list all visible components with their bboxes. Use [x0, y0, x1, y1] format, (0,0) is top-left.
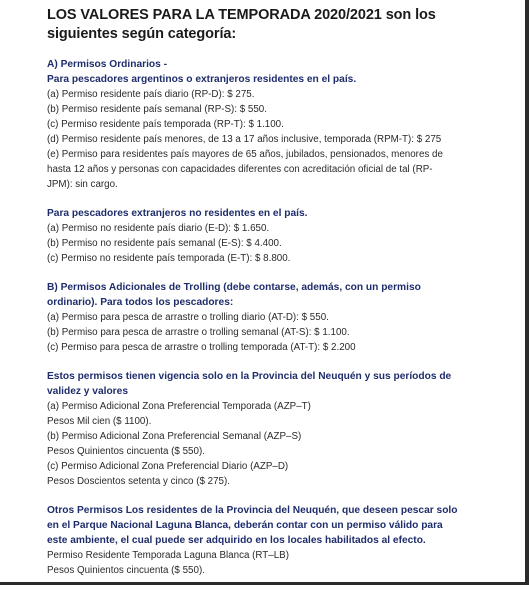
section-heading: Para pescadores argentinos o extranjeros residentes en el país. [47, 74, 357, 85]
permit-line: Permiso Residente Temporada Laguna Blanca (RT–LB) [47, 550, 289, 561]
permit-line: (a) Permiso no residente país diario (E-D): $ 1.650. [47, 223, 270, 234]
section-trolling [47, 280, 487, 355]
page-border-right [525, 0, 529, 585]
section-heading: validez y valores [47, 386, 128, 397]
permit-line: (b) Permiso para pesca de arrastre o trolling semanal (AT-S): $ 1.100. [47, 327, 350, 338]
permit-line: Pesos Quinientos cincuenta ($ 550). [47, 446, 205, 457]
section-no-residentes [47, 206, 487, 266]
section-heading: ordinario). Para todos los pescadores: [47, 297, 234, 308]
section-heading: Otros Permisos Los residentes de la Provincia del Neuquén, que deseen pescar solo [47, 505, 458, 516]
section-laguna-blanca [47, 503, 487, 578]
permit-line: (c) Permiso no residente país temporada (E-T): $ 8.800. [47, 253, 291, 264]
permit-line: (a) Permiso Adicional Zona Preferencial Temporada (AZP–T) [47, 401, 311, 412]
permit-line: (c) Permiso Adicional Zona Preferencial Diario (AZP–D) [47, 461, 289, 472]
permit-line: (a) Permiso para pesca de arrastre o trolling diario (AT-D): $ 550. [47, 312, 329, 323]
permit-line: (d) Permiso residente país menores, de 13 a 17 años inclusive, temporada (RPM-T): $ 275 [47, 134, 442, 145]
permit-line: Pesos Doscientos setenta y cinco ($ 275). [47, 476, 230, 487]
permit-line: (c) Permiso residente país temporada (RP-T): $ 1.100. [47, 119, 284, 130]
section-heading: Estos permisos tienen vigencia solo en la Provincia del Neuquén y sus períodos de [47, 371, 452, 382]
section-heading: B) Permisos Adicionales de Trolling (debe contarse, además, con un permiso [47, 282, 421, 293]
permit-line: (a) Permiso residente país diario (RP-D): $ 275. [47, 89, 255, 100]
section-heading: Para pescadores extranjeros no residentes en el país. [47, 208, 308, 219]
permit-line: (b) Permiso no residente país semanal (E-S): $ 4.400. [47, 238, 282, 249]
permit-line: JPM): sin cargo. [47, 179, 118, 190]
permit-line: (c) Permiso para pesca de arrastre o trolling temporada (AT-T): $ 2.200 [47, 342, 356, 353]
document-title: LOS VALORES PARA LA TEMPORADA 2020/2021 son los siguientes según categoría: [47, 7, 436, 42]
permit-line: (e) Permiso para residentes país mayores de 65 años, jubilados, pensionados, menores de [47, 149, 443, 160]
permit-line: Pesos Mil cien ($ 1100). [47, 416, 152, 427]
permit-line: Pesos Quinientos cincuenta ($ 550). [47, 565, 205, 576]
section-permisos-ordinarios [47, 57, 487, 192]
permit-line: hasta 12 años y personas con capacidades diferentes con acreditación oficial de tal (RP- [47, 164, 433, 175]
section-heading: A) Permisos Ordinarios - [47, 59, 168, 70]
section-heading: este ambiente, el cual puede ser adquirido en los locales habilitados al efecto. [47, 535, 426, 546]
section-zona-preferencial [47, 369, 487, 489]
permit-line: (b) Permiso Adicional Zona Preferencial Semanal (AZP–S) [47, 431, 302, 442]
sections-container [47, 57, 487, 578]
document-body [47, 6, 487, 592]
section-heading: en el Parque Nacional Laguna Blanca, deberán contar con un permiso válido para [47, 520, 443, 531]
permit-line: (b) Permiso residente país semanal (RP-S): $ 550. [47, 104, 267, 115]
